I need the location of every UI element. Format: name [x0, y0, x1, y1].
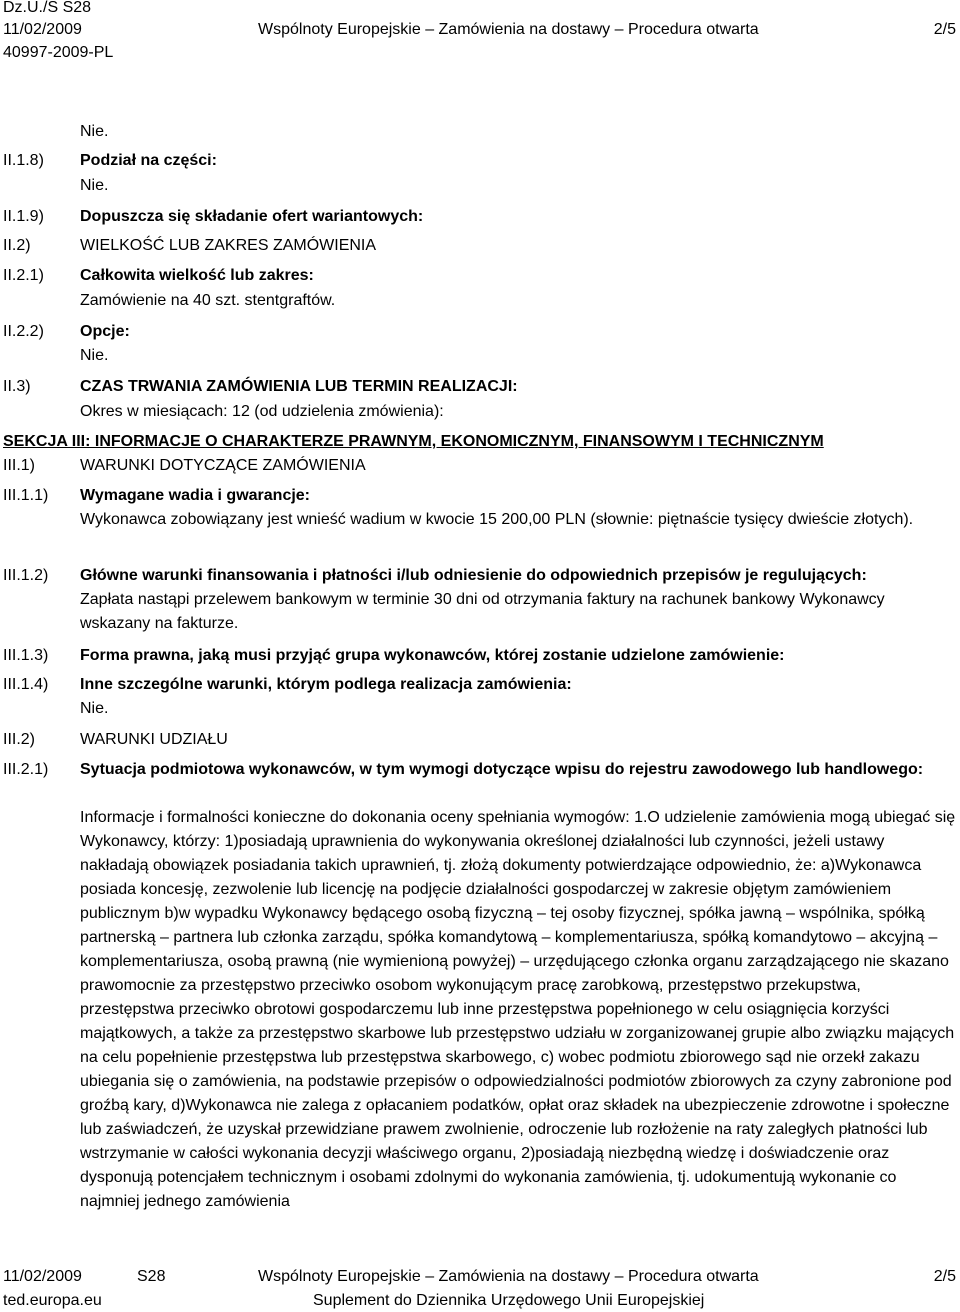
- header-date: 11/02/2009: [3, 21, 82, 38]
- footer-date: 11/02/2009: [3, 1268, 82, 1285]
- item-label: WARUNKI DOTYCZĄCE ZAMÓWIENIA: [80, 457, 366, 474]
- footer-page-number: 2/5: [933, 1268, 956, 1285]
- header-page-number: 2/5: [933, 21, 956, 38]
- item-number: III.1.2): [3, 567, 49, 584]
- item-value: Wykonawca zobowiązany jest wnieść wadium w kwocie 15 200,00 PLN (słownie: piętnaście tysięcy dwieście złotych).: [80, 511, 914, 528]
- item-label: Całkowita wielkość lub zakres:: [80, 267, 314, 284]
- footer-title: Wspólnoty Europejskie – Zamówienia na dostawy – Procedura otwarta: [258, 1268, 759, 1285]
- item-value: Okres w miesiącach: 12 (od udzielenia zmówienia):: [80, 403, 444, 420]
- item-label: Podział na części:: [80, 152, 217, 169]
- item-label: WIELKOŚĆ LUB ZAKRES ZAMÓWIENIA: [80, 237, 377, 254]
- item-label: Sytuacja podmiotowa wykonawców, w tym wymogi dotyczące wpisu do rejestru zawodowego lub handlowego:: [80, 761, 924, 778]
- item-number: III.2): [3, 731, 36, 748]
- item-value: Zapłata nastąpi przelewem bankowym w terminie 30 dni od otrzymania faktury na rachunek bankowy Wykonawcy wskazany na fakturze.: [80, 591, 885, 632]
- item-number: II.2): [3, 237, 31, 254]
- item-label: Opcje:: [80, 323, 130, 340]
- header-series: Dz.U./S S28: [3, 0, 92, 16]
- item-label: Główne warunki finansowania i płatności i/lub odniesienie do odpowiednich przepisów je regulujących:: [80, 567, 867, 584]
- item-value: Zamówienie na 40 szt. stentgraftów.: [80, 292, 336, 309]
- item-number: II.3): [3, 378, 31, 395]
- item-label: Wymagane wadia i gwarancje:: [80, 487, 311, 504]
- item-number: III.1): [3, 457, 36, 474]
- footer-series: S28: [137, 1268, 166, 1285]
- item-number: II.2.1): [3, 267, 44, 284]
- item-number: III.1.3): [3, 647, 49, 664]
- item-label: Dopuszcza się składanie ofert wariantowych:: [80, 208, 424, 225]
- page-footer: [0, 1262, 960, 1311]
- item-number: II.1.9): [3, 208, 44, 225]
- value-text: Nie.: [80, 123, 109, 140]
- section-3-title: SEKCJA III: INFORMACJE O CHARAKTERZE PRAWNYM, EKONOMICZNYM, FINANSOWYM I TECHNICZNYM: [3, 433, 824, 450]
- item-value: Nie.: [80, 177, 109, 194]
- footer-supplement: Suplement do Dziennika Urzędowego Unii Europejskiej: [313, 1292, 705, 1309]
- item-label: WARUNKI UDZIAŁU: [80, 731, 228, 748]
- header-title: Wspólnoty Europejskie – Zamówienia na dostawy – Procedura otwarta: [258, 21, 759, 38]
- item-label: CZAS TRWANIA ZAMÓWIENIA LUB TERMIN REALIZACJI:: [80, 378, 518, 395]
- footer-url: ted.europa.eu: [3, 1292, 102, 1309]
- item-number: III.2.1): [3, 761, 49, 778]
- item-number: II.2.2): [3, 323, 44, 340]
- item-label: Forma prawna, jaką musi przyjąć grupa wykonawców, której zostanie udzielone zamówienie:: [80, 647, 785, 664]
- item-value: Nie.: [80, 347, 109, 364]
- item-value: Nie.: [80, 700, 109, 717]
- item-value: Informacje i formalności konieczne do dokonania oceny spełniania wymogów: 1.O udzielenie zamówienia mogą ubiegać się Wykonawcy, którzy: 1)posiadają uprawnienia do wykonywania określonej działalności lub czynności, jeżeli ustawy nakładają obowiązek posiadania takich uprawnień, tj. złożą dokumenty potwierdzające odpowiednio, że: a)Wykonawca posiada koncesję, zezwolenie lub licencję na podjęcie działalności gospodarczej w zakresie objętym zamówieniem publicznym b)w wypadku Wykonawcy będącego osobą fizyczną – tej osoby fizycznej, spółka jawną – wspólnika, spółką partnerską – partnera lub członka zarządu, spółka komandytową – komplementariusza, spółką komandytowo – akcyjną – komplementariusza, osobą prawną (nie wymienioną powyżej) – urzędującego członka organu zarządzającego nie skazano prawomocnie za przestępstwo przeciwko osobom wykonującym pracę zarobkową, przestępstwo przekupstwa, przestępstwa przeciwko obrotowi gospodarczemu lub inne przestępstwa popełnionego w celu osiągnięcia korzyści majątkowych, a także za przestępstwo skarbowe lub przestępstwo udziału w zorganizowanej grupie albo związku mających na celu popełnienie przestępstwa lub przestępstwa skarbowego, c) wobec podmiotu zbiorowego sąd nie orzekł zakazu ubiegania się o zamówienia, na podstawie przepisów o odpowiedzialności podmiotów zbiorowych za czyny zabronione pod groźbą kary, d)Wykonawca nie zalega z opłacaniem podatków, opłat oraz składek na ubezpieczenie zdrowotne i społeczne lub zaświadczeń, że uzyskał przewidziane prawem zwolnienie, odroczenie lub rozłożenie na raty zaległych płatności lub wstrzymanie w całości wykonania decyzji właściwego organu, 2)posiadają niezbędną wiedzę i doświadczenie oraz dysponują potencjałem technicznym i osobami zdolnymi do wykonania zamówienia, tj. udokumentują wykonanie co najmniej jednego zamówienia: [80, 809, 956, 1210]
- item-number: III.1.4): [3, 676, 49, 693]
- page-header: [0, 0, 960, 70]
- header-doc-id: 40997-2009-PL: [3, 44, 114, 61]
- item-number: III.1.1): [3, 487, 49, 504]
- item-number: II.1.8): [3, 152, 44, 169]
- item-label: Inne szczególne warunki, którym podlega realizacja zamówienia:: [80, 676, 572, 693]
